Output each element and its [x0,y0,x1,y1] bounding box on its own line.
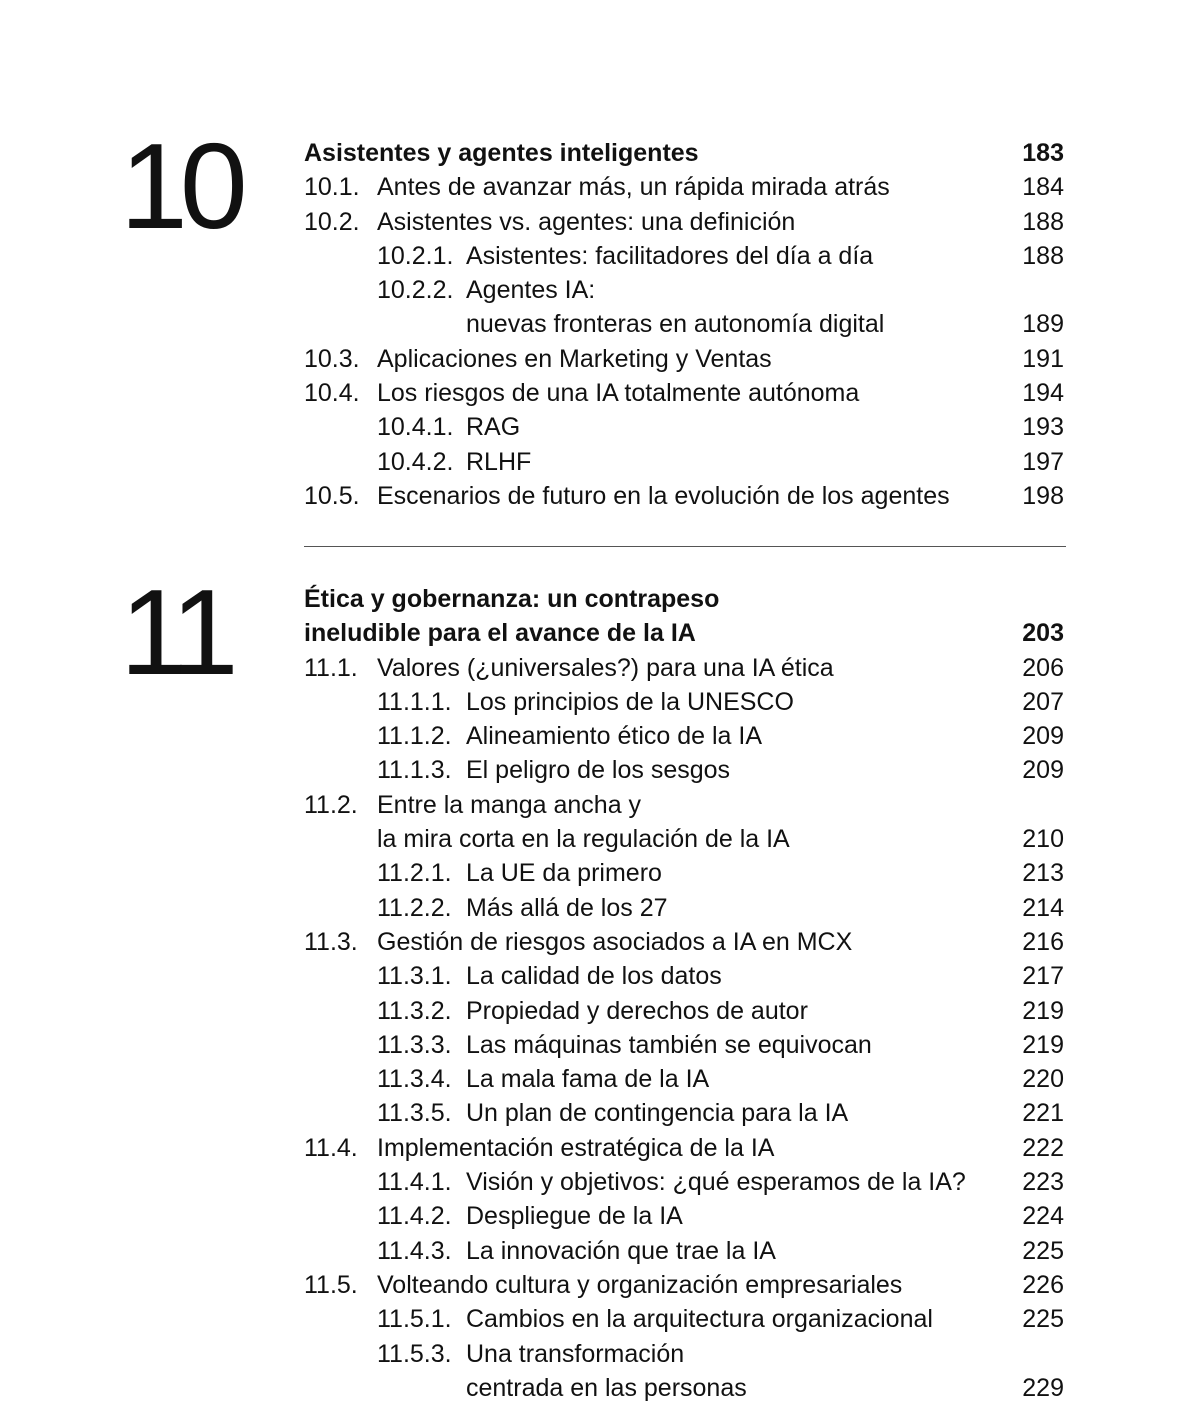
page-number: 206 [1022,653,1064,682]
page-number: 225 [1022,1236,1064,1265]
section-title: ineludible para el avance de la IA [304,619,696,648]
section-number: 11.3.5. [377,1099,452,1128]
page-number: 220 [1022,1065,1064,1094]
section-title: La UE da primero [466,859,662,888]
toc-entry [304,719,1066,753]
page-number: 188 [1022,207,1064,236]
toc-entry [304,1131,1066,1165]
toc-entry [304,925,1066,959]
section-number: 11.4.1. [377,1168,452,1197]
page-number: 225 [1022,1305,1064,1334]
page-number: 209 [1022,722,1064,751]
page-number: 213 [1022,859,1064,888]
section-number: 10.4.1. [377,413,454,442]
section-number: 11.5. [304,1270,358,1299]
section-title: Implementación estratégica de la IA [377,1133,775,1162]
section-title: La calidad de los datos [466,962,722,991]
toc-entry [304,753,1066,787]
toc-entry [304,959,1066,993]
toc-entry [304,479,1066,513]
section-number: 11.1.2. [377,722,452,751]
page-number: 188 [1022,241,1064,270]
page-number: 221 [1022,1099,1064,1128]
page-number: 183 [1022,139,1064,167]
page-number: 184 [1022,173,1064,202]
section-title: Entre la manga ancha y [377,790,642,819]
toc-entry [304,1199,1066,1233]
toc-entry [304,239,1066,273]
section-title: La mala fama de la IA [466,1065,710,1094]
section-title: Agentes IA: [466,276,596,305]
section-number: 10.4. [304,379,360,408]
section-number: 10.3. [304,344,360,373]
section-number: 11.2.1. [377,859,452,888]
section-number: 11.5.1. [377,1305,452,1334]
toc-entry [304,1337,1066,1371]
section-number: 11.3.3. [377,1030,452,1059]
section-title: La innovación que trae la IA [466,1236,776,1265]
section-title: El peligro de los sesgos [466,756,731,785]
toc-entry [304,1062,1066,1096]
section-title: Antes de avanzar más, un rápida mirada atrás [377,173,890,202]
section-number: 11.3.4. [377,1065,452,1094]
section-number: 11.3.1. [377,962,452,991]
toc-list [304,136,1066,513]
chapter-number: 11 [120,564,231,700]
section-title: Gestión de riesgos asociados a IA en MCX [377,927,853,956]
page-number: 224 [1022,1202,1064,1231]
section-number: 10.1. [304,173,360,202]
page-number: 223 [1022,1168,1064,1197]
section-divider [304,546,1066,547]
section-title: Más allá de los 27 [466,893,668,922]
section-number: 11.4. [304,1133,358,1162]
section-title: Los riesgos de una IA totalmente autónoma [377,379,860,408]
section-number: 11.2.2. [377,893,452,922]
section-title: Escenarios de futuro en la evolución de los agentes [377,481,950,510]
page-number: 226 [1022,1270,1064,1299]
page-number: 193 [1022,413,1064,442]
toc-entry [304,685,1066,719]
section-title: Una transformación [466,1339,685,1368]
section-number: 11.1.1. [377,687,452,716]
toc-entry [304,891,1066,925]
section-number: 11.5.3. [377,1339,452,1368]
page-number: 214 [1022,893,1064,922]
page-number: 198 [1022,481,1064,510]
toc-entry [304,651,1066,685]
section-title: Las máquinas también se equivocan [466,1030,872,1059]
section-number: 10.2.2. [377,276,454,305]
section-title: Visión y objetivos: ¿qué esperamos de la IA? [466,1168,966,1197]
toc-entry [304,1268,1066,1302]
toc-list [304,582,1066,1405]
section-number: 11.3. [304,927,358,956]
page-number: 203 [1022,619,1064,648]
section-number: 11.1. [304,653,358,682]
section-title: la mira corta en la regulación de la IA [377,825,790,854]
toc-entry [304,1371,1066,1405]
toc-entry [304,994,1066,1028]
section-title: Los principios de la UNESCO [466,687,794,716]
section-title: Valores (¿universales?) para una IA ética [377,653,834,682]
toc-entry [304,445,1066,479]
page-number: 194 [1022,379,1064,408]
chapter-title-line [304,136,1066,170]
section-title: Aplicaciones en Marketing y Ventas [377,344,772,373]
section-number: 10.5. [304,481,360,510]
section-title: Ética y gobernanza: un contrapeso [304,585,720,613]
page-number: 217 [1022,962,1064,991]
section-title: Cambios en la arquitectura organizacional [466,1305,933,1334]
page-number: 216 [1022,927,1064,956]
section-title: Propiedad y derechos de autor [466,996,808,1025]
section-title: centrada en las personas [466,1373,747,1402]
section-number: 10.4.2. [377,447,454,476]
page-number: 229 [1022,1373,1064,1402]
page-number: 210 [1022,825,1064,854]
page-number: 207 [1022,687,1064,716]
section-number: 10.2.1. [377,241,454,270]
section-number: 10.2. [304,207,360,236]
toc-entry [304,205,1066,239]
section-title: RLHF [466,447,532,476]
toc-entry [304,1302,1066,1336]
section-title: RAG [466,413,521,442]
section-title: Asistentes: facilitadores del día a día [466,241,874,270]
toc-entry [304,1234,1066,1268]
section-number: 11.4.3. [377,1236,452,1265]
section-number: 11.4.2. [377,1202,452,1231]
page-number: 209 [1022,756,1064,785]
section-number: 11.1.3. [377,756,452,785]
toc-entry [304,342,1066,376]
section-title: Despliegue de la IA [466,1202,683,1231]
page-number: 197 [1022,447,1064,476]
page-number: 222 [1022,1133,1064,1162]
chapter-number: 10 [120,118,240,254]
section-title: Asistentes vs. agentes: una definición [377,207,796,236]
toc-entry [304,307,1066,341]
section-number: 11.3.2. [377,996,452,1025]
toc-entry [304,1165,1066,1199]
toc-entry [304,856,1066,890]
section-number: 11.2. [304,790,358,819]
page-number: 219 [1022,1030,1064,1059]
toc-entry [304,376,1066,410]
toc-entry [304,273,1066,307]
toc-entry [304,1096,1066,1130]
toc-entry [304,822,1066,856]
toc-entry [304,410,1066,444]
chapter-title-line [304,616,1066,650]
section-title: nuevas fronteras en autonomía digital [466,310,885,339]
toc-entry [304,170,1066,204]
page-number: 191 [1022,344,1064,373]
toc-entry [304,788,1066,822]
section-title: Asistentes y agentes inteligentes [304,139,699,167]
section-title: Alineamiento ético de la IA [466,722,763,751]
section-title: Un plan de contingencia para la IA [466,1099,849,1128]
toc-entry [304,1028,1066,1062]
chapter-title-line [304,582,1066,616]
page-number: 219 [1022,996,1064,1025]
page-number: 189 [1022,310,1064,339]
section-title: Volteando cultura y organización empresariales [377,1270,903,1299]
